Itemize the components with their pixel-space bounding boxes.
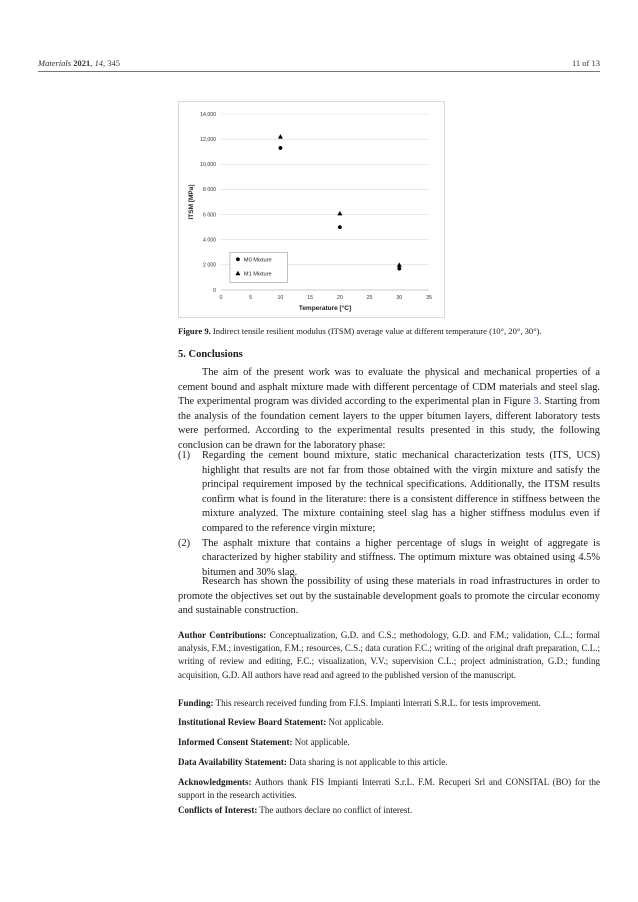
list-item-text: Regarding the cement bound mixture, static mechanical characterization tests (ITS, UCS) highlight that results are not far from those obtained with the virgin mixture and satisfy the principal requirement imposed by the technical specifications. Additionally, the ITSM results confirm what is found in the literature: there is a consistent difference in stiffness between the mixture analyzed. The mixture containing steel slag has a higher stiffness modulus even if compared to the reference virgin mixture; xyxy=(202,450,600,534)
x-tick-label: 35 xyxy=(426,295,432,301)
x-axis-title: Temperature [°C] xyxy=(298,305,352,312)
x-tick-label: 20 xyxy=(336,295,343,301)
x-tick-label: 0 xyxy=(219,295,223,301)
data-availability-statement: Data Availability Statement: Data sharing is not applicable to this article. xyxy=(178,757,448,767)
y-tick-label: 0 xyxy=(213,287,216,294)
conclusions-paragraph-2: Research has shown the possibility of using these materials in road infrastructures in order to promote the objectives set out by the sustainable development goals to promote the circular economy and sustainable construction. xyxy=(178,576,600,617)
page-header xyxy=(38,58,600,68)
section-title: 5. Conclusions xyxy=(178,349,243,360)
figure-caption xyxy=(178,326,618,336)
list-item-number: (1) xyxy=(178,450,191,461)
legend-label: M1 Mixture xyxy=(243,271,272,278)
m1-data-point xyxy=(278,134,283,139)
list-item xyxy=(178,537,600,581)
figure-caption-text: Indirect tensile resilient modulus (ITSM) average value at different temperature (10°, 20°, 30°). xyxy=(210,326,542,336)
y-tick-label: 14,000 xyxy=(200,111,216,118)
author-contributions: Author Contributions: Conceptualization, G.D. and C.S.; methodology, G.D. and F.M.; validation, C.L.; formal analysis, F.M.; investigation, F.M.; resources, C.S.; data curation F.C.; writing of the original draft preparation, C.L.; writing of review and editing, F.C.; visualization, V.V.; supervision C.L.; project administration, G.D.; funding acquisition, G.D. All authors have read and agreed to the published version of the manuscript. xyxy=(178,630,601,680)
legend-marker xyxy=(236,257,240,261)
conclusions-paragraph-1: The aim of the present work was to evaluate the physical and mechanical properties of a cement bound and asphalt mixture made with different percentage of CDM materials and steel slag. The experimental program was divided according to the experimental plan in Figure 3. Starting from the analysis of the foundation cement layers to the upper bitumen layers, different laboratory tests were performed. According to the experimental results presented in this study, the following conclusion can be drawn for the laboratory phase: xyxy=(178,367,600,451)
funding-statement: Funding: This research received funding from F.I.S. Impianti Interrati S.R.L. for tests improvement. xyxy=(178,698,541,708)
irb-statement: Institutional Review Board Statement: Not applicable. xyxy=(178,717,384,727)
y-tick-label: 6 000 xyxy=(203,212,216,219)
acknowledgments: Acknowledgments: Authors thank FIS Impianti Interrati S.r.L. F.M. Recuperi Srl and CONSITAL (BO) for the support in the research activities. xyxy=(178,777,600,801)
legend-label: M0 Mixture xyxy=(243,257,272,264)
conflicts-of-interest: Conflicts of Interest: The authors declare no conflict of interest. xyxy=(178,805,413,815)
y-tick-label: 8 000 xyxy=(203,187,216,194)
figure-3-link[interactable]: 3 xyxy=(533,396,539,408)
y-tick-label: 12,000 xyxy=(200,136,216,143)
itsm-chart xyxy=(178,101,445,318)
consent-statement: Informed Consent Statement: Not applicable. xyxy=(178,737,350,747)
page-number: 11 of 13 xyxy=(571,58,600,68)
conclusions-list xyxy=(178,449,600,580)
x-tick-label: 10 xyxy=(277,295,284,301)
y-tick-label: 4 000 xyxy=(203,237,216,244)
x-tick-label: 25 xyxy=(366,295,373,301)
list-item xyxy=(178,449,600,537)
y-tick-label: 2 000 xyxy=(203,262,216,269)
figure-label: Figure 9. xyxy=(178,326,211,336)
y-axis-title: ITSM [MPa] xyxy=(188,184,195,220)
m0-data-point xyxy=(338,225,342,229)
header-rule xyxy=(38,71,600,72)
x-tick-label: 30 xyxy=(396,295,403,301)
m1-data-point xyxy=(337,211,342,216)
journal-citation: Materials 2021, 14, 345 xyxy=(38,58,120,68)
m0-data-point xyxy=(279,146,283,150)
x-tick-label: 15 xyxy=(307,295,314,301)
list-item-text: The asphalt mixture that contains a higher percentage of slugs in weight of aggregate is characterized by higher stability and stiffness. The optimum mixture was obtained using 4.5% bitumen and 30% slag. xyxy=(202,537,600,578)
x-tick-label: 5 xyxy=(249,295,253,301)
y-tick-label: 10,000 xyxy=(200,162,216,169)
m0-data-point xyxy=(397,267,401,271)
chart-svg xyxy=(179,102,444,317)
list-item-number: (2) xyxy=(178,537,191,549)
